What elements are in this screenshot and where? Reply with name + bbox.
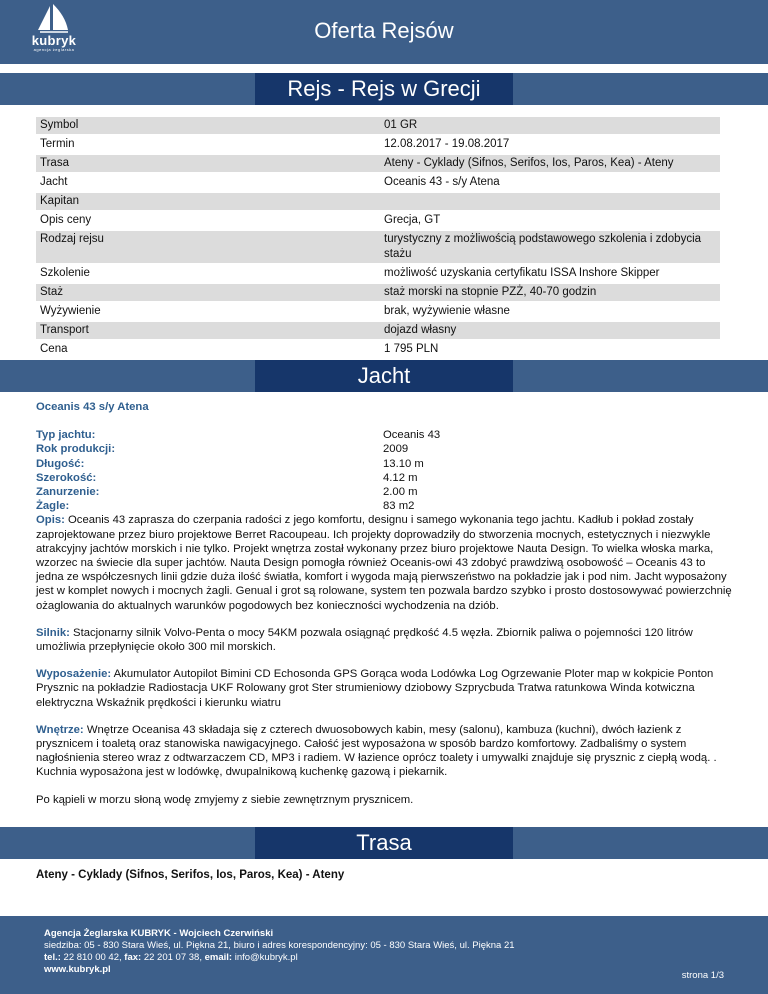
info-row xyxy=(36,155,720,172)
spec-row xyxy=(36,442,732,456)
opis-paragraph xyxy=(36,513,732,612)
fax-value: 22 201 07 38 xyxy=(143,952,200,963)
spec-value: 83 m2 xyxy=(383,500,415,513)
spec-list xyxy=(36,428,732,513)
spec-row xyxy=(36,457,732,471)
logo-text: kubryk xyxy=(31,33,77,48)
offer-title: Rejs - Rejs w Grecji xyxy=(255,73,513,105)
shower-note: Po kąpieli w morzu słoną wodę zmyjemy z siebie zewnętrznym prysznicem. xyxy=(36,793,414,806)
page-number: strona 1/3 xyxy=(681,970,724,981)
info-label: Cena xyxy=(40,343,68,355)
info-value: Grecja, GT xyxy=(384,214,441,226)
tel-value: 22 810 00 42 xyxy=(63,952,120,963)
opis-text: Oceanis 43 zaprasza do czerpania radości z jego komfortu, designu i samego wykonania tego jachtu. Kadłub i pokład zostały zaprojektowane przez biuro projektowe Berret Racoupeau. Ich projekty doprowadziły do stworzenia mocnych, estetycznych i niezwykle atrakcyjny jachtów morskich i nie tylko. Projekt wnętrza został wykonany przez biuro projektowe Nauta Design. To wielka włoska marka, wzorzec na świecie dla super jachtów. Nauta Design pomogła również Oceanis-owi 43 zdobyć prawdziwą osobowość – Oceanis 43 to jedna ze współczesnych linii gdzie duża ilość światła, komfort i wygoda mają pierwszeństwo na pokładzie jak i pod nim. Jacht wyposażony jest w komplet nowych i mocnych żagli. Genual i grot są rolowane, system ten pozwala bardzo szybko i prosto dostosowywać powierzchnię ożaglowania do aktualnych warunków pogodowych bez konieczności wychodzenia na dziób. xyxy=(36,514,732,612)
spec-value: 13.10 m xyxy=(383,457,424,470)
info-value: 12.08.2017 - 19.08.2017 xyxy=(384,138,510,150)
silnik-paragraph xyxy=(36,626,732,654)
info-label: Wyżywienie xyxy=(40,305,101,317)
info-row xyxy=(36,341,720,358)
silnik-label: Silnik: xyxy=(36,626,70,639)
info-value: dojazd własny xyxy=(380,322,720,339)
info-value: 01 GR xyxy=(380,117,720,134)
info-row xyxy=(36,193,720,210)
footer-contact: tel.: 22 810 00 42, fax: 22 201 07 38, email: info@kubryk.pl xyxy=(44,952,298,963)
opis-label: Opis: xyxy=(36,514,65,527)
yacht-name: Oceanis 43 s/y Atena xyxy=(36,401,149,413)
trasa-heading: Trasa xyxy=(255,827,513,859)
jacht-details xyxy=(36,400,732,807)
footer-company: Agencja Żeglarska KUBRYK - Wojciech Czerwiński xyxy=(44,928,274,939)
info-label: Termin xyxy=(40,138,75,150)
spec-value: 4.12 m xyxy=(383,471,418,484)
info-label: Transport xyxy=(36,322,380,339)
silnik-text: Stacjonarny silnik Volvo-Penta o mocy 54KM pozwala osiągnąć prędkość 4.5 węzła. Zbiornik paliwa o pojemności 120 litrów umożliwia przepłynięcie około 300 mil morskich. xyxy=(36,626,693,654)
footer-address: siedziba: 05 - 830 Stara Wieś, ul. Piękna 21, biuro i adres korespondencyjny: 05 - 830 Stara Wieś, ul. Piękna 21 xyxy=(44,940,515,951)
info-row xyxy=(36,174,720,191)
logo-subtext: agencja żeglarska xyxy=(33,47,75,52)
info-row xyxy=(36,265,720,282)
spec-label: Żagle: xyxy=(36,500,70,513)
tel-label: tel.: xyxy=(44,952,61,963)
route-text: Ateny - Cyklady (Sifnos, Serifos, Ios, Paros, Kea) - Ateny xyxy=(36,869,345,881)
info-label: Staż xyxy=(36,284,380,301)
info-value: staż morski na stopnie PZŻ, 40-70 godzin xyxy=(380,284,720,301)
info-label: Symbol xyxy=(36,117,380,134)
info-value: Oceanis 43 - s/y Atena xyxy=(384,176,500,188)
page-footer xyxy=(0,916,768,994)
spec-row xyxy=(36,499,732,513)
fax-label: fax: xyxy=(124,952,142,963)
info-label: Jacht xyxy=(40,176,68,188)
info-label: Opis ceny xyxy=(40,214,92,226)
info-row xyxy=(36,284,720,301)
page-title: Oferta Rejsów xyxy=(314,18,454,43)
wnetrze-text: Wnętrze Oceanisa 43 składaja się z czterech dwuosobowych kabin, mesy (salonu), kambuza (kuchni), dwóch łazienk z prysznicem i toaletą oraz stanowiska nawigacyjnego. Całość jest wyposażona w sposób bardzo komfortowy. Zadbaliśmy o system nagłośnienia stereo wraz z odtwarzaczem CD, MP3 i radiem. W łazience oprócz toalety i umywalki znajduje się prysznic z ciepłą wodą. . Kuchnia wyposażona jest w lodówkę, dwupalnikową kuchenkę gazową i piekarnik. xyxy=(36,723,717,779)
email-label: email: xyxy=(204,952,233,963)
info-label: Kapitan xyxy=(36,193,380,210)
spec-row xyxy=(36,485,732,499)
wyposazenie-label: Wyposażenie: xyxy=(36,668,112,681)
spec-label: Typ jachtu: xyxy=(36,429,96,442)
spec-value: 2.00 m xyxy=(383,486,418,499)
info-value: brak, wyżywienie własne xyxy=(384,305,510,317)
spec-row xyxy=(36,471,732,485)
info-row xyxy=(36,231,720,263)
wnetrze-paragraph xyxy=(36,723,732,780)
info-row xyxy=(36,322,720,339)
spec-label: Długość: xyxy=(36,457,85,470)
spec-row xyxy=(36,428,732,442)
info-label: Rodzaj rejsu xyxy=(36,231,380,263)
info-row xyxy=(36,136,720,153)
page-header xyxy=(0,0,768,64)
info-value: 1 795 PLN xyxy=(384,343,439,355)
info-value: turystyczny z możliwością podstawowego szkolenia i zdobycia stażu xyxy=(380,231,720,263)
info-row xyxy=(36,303,720,320)
spec-label: Szerokość: xyxy=(36,471,97,484)
wyposazenie-paragraph xyxy=(36,667,732,710)
website-link[interactable]: www.kubryk.pl xyxy=(44,964,111,975)
spec-label: Rok produkcji: xyxy=(36,443,116,456)
spec-value: Oceanis 43 xyxy=(383,429,441,442)
spec-label: Zanurzenie: xyxy=(36,486,100,499)
info-value: możliwość uzyskania certyfikatu ISSA Inshore Skipper xyxy=(384,267,660,279)
email-link[interactable]: info@kubryk.pl xyxy=(234,952,298,963)
wyposazenie-text: Akumulator Autopilot Bimini CD Echosonda GPS Gorąca woda Lodówka Log Ogrzewanie Ploter map w kokpicie Ponton Prysznic na pokładzie Radiostacja UKF Rolowany grot Ster strumieniowy dziobowy Szprycbuda Tratwa ratunkowa Winda kotwiczna elektryczna Wskaźnik prędkości i kierunku wiatru xyxy=(36,668,714,709)
jacht-heading: Jacht xyxy=(255,360,513,392)
wnetrze-label: Wnętrze: xyxy=(36,723,84,736)
info-row xyxy=(36,212,720,229)
info-value xyxy=(380,193,720,210)
spec-value: 2009 xyxy=(383,443,409,456)
info-label: Trasa xyxy=(36,155,380,172)
info-value: Ateny - Cyklady (Sifnos, Serifos, Ios, Paros, Kea) - Ateny xyxy=(380,155,720,172)
offer-info-table xyxy=(36,115,720,360)
info-label: Szkolenie xyxy=(40,267,90,279)
info-row xyxy=(36,117,720,134)
